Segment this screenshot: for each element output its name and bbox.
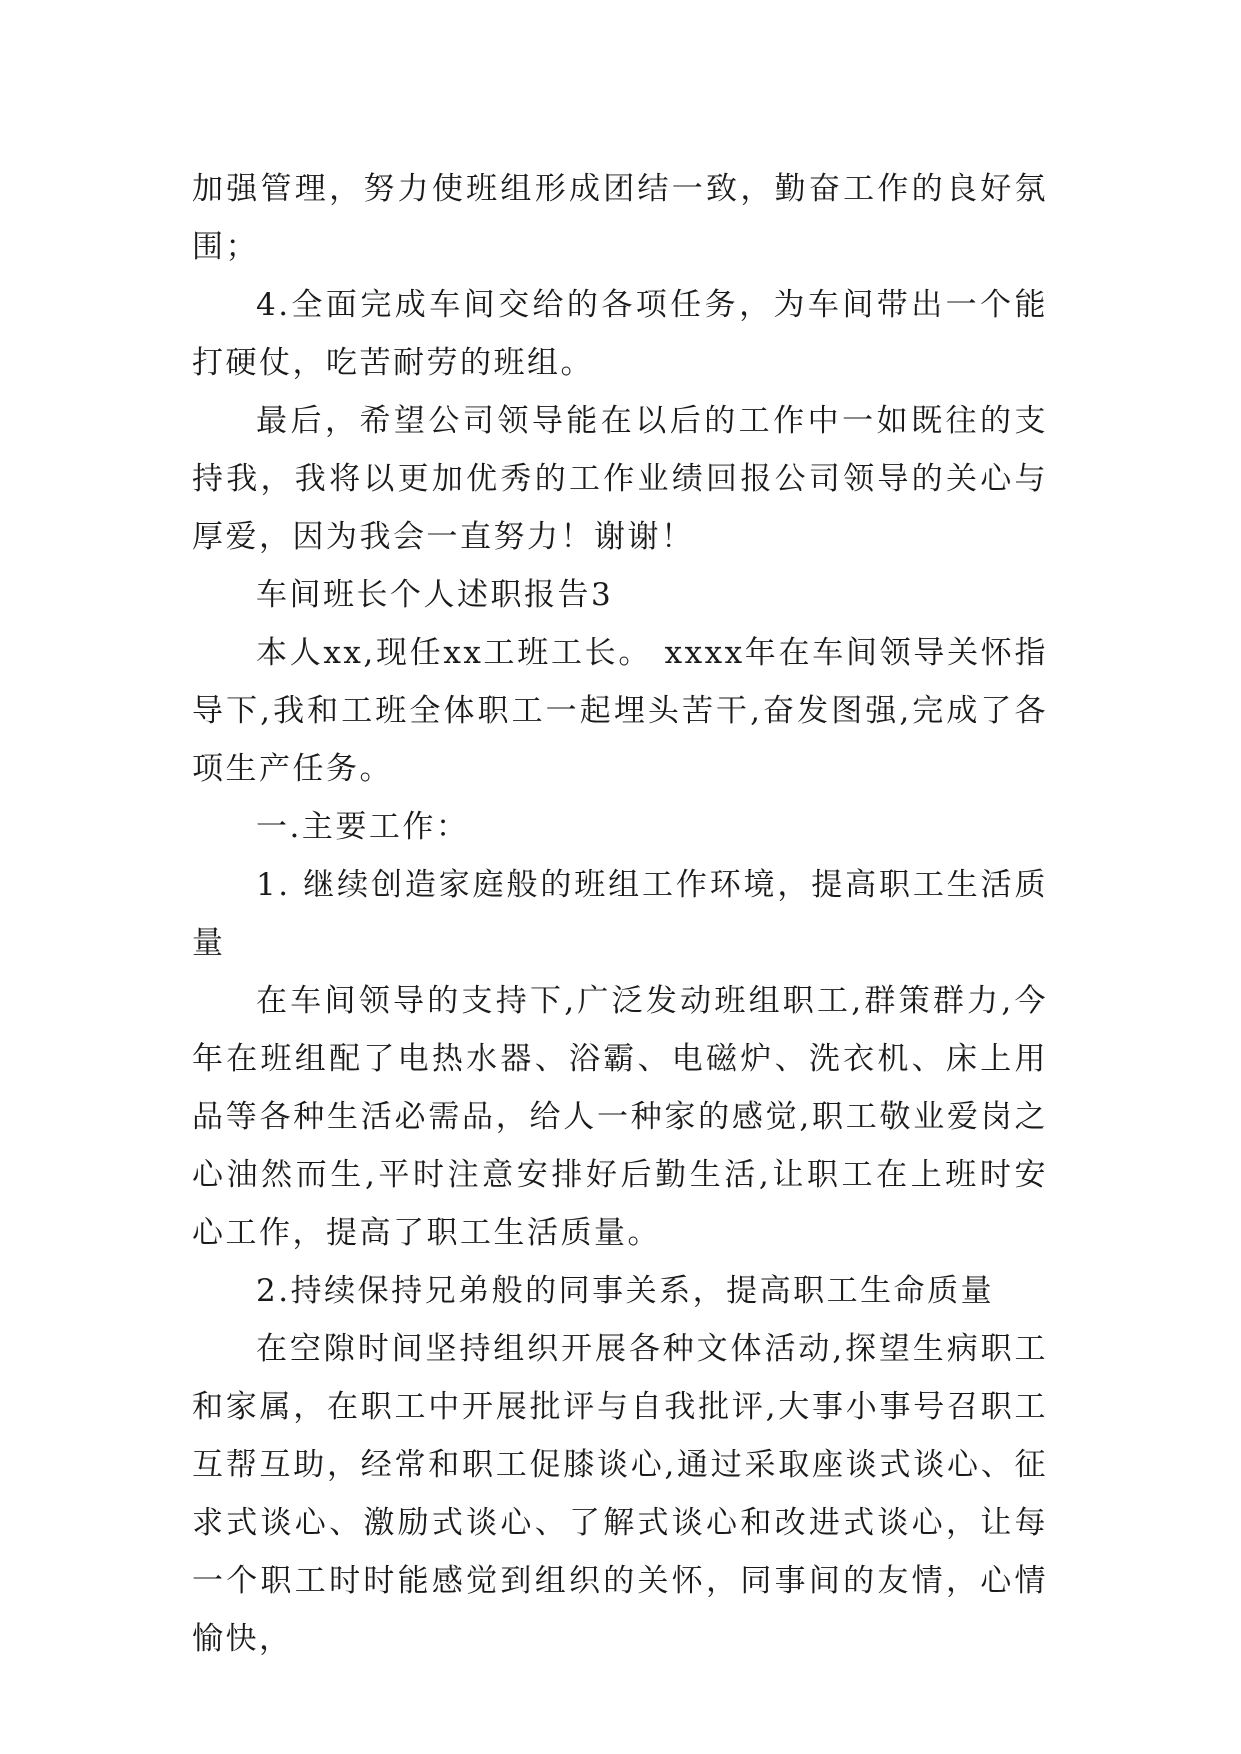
paragraph-body-2: 在空隙时间坚持组织开展各种文体活动,探望生病职工和家属，在职工中开展批评与自我批评,大事小事号召职工互帮互助，经常和职工促膝谈心,通过采取座谈式谈心、征求式谈心、激励式谈心、了解式谈心和改进式谈心，让每一个职工时时能感觉到组织的关怀，同事间的友情，心情愉快， [192,1331,1048,1657]
paragraph-closing: 最后，希望公司领导能在以后的工作中一如既往的支持我，我将以更加优秀的工作业绩回报公司领导的关心与厚爱，因为我会一直努力！谢谢！ [192,403,1048,555]
section-heading: 车间班长个人述职报告3 [256,577,614,613]
list-heading-1: 1. 继续创造家庭般的班组工作环境，提高职工生活质量 [192,867,1048,961]
paragraph-continuation: 加强管理，努力使班组形成团结一致，勤奋工作的良好氛围； [192,171,1048,265]
paragraph-intro: 本人xx,现任xx工班工长。 xxxx年在车间领导关怀指导下,我和工班全体职工一起埋头苦干,奋发图强,完成了各项生产任务。 [192,635,1048,787]
paragraph-body-1: 在车间领导的支持下,广泛发动班组职工,群策群力,今年在班组配了电热水器、浴霸、电磁炉、洗衣机、床上用品等各种生活必需品，给人一种家的感觉,职工敬业爱岗之心油然而生,平时注意安排好后勤生活,让职工在上班时安心工作，提高了职工生活质量。 [192,983,1048,1251]
document-body [192,160,1048,1668]
list-heading-2: 2.持续保持兄弟般的同事关系，提高职工生命质量 [256,1273,995,1309]
paragraph-item-4: 4.全面完成车间交给的各项任务，为车间带出一个能打硬仗，吃苦耐劳的班组。 [192,287,1048,381]
subheading-main-work: 一.主要工作： [256,809,470,845]
